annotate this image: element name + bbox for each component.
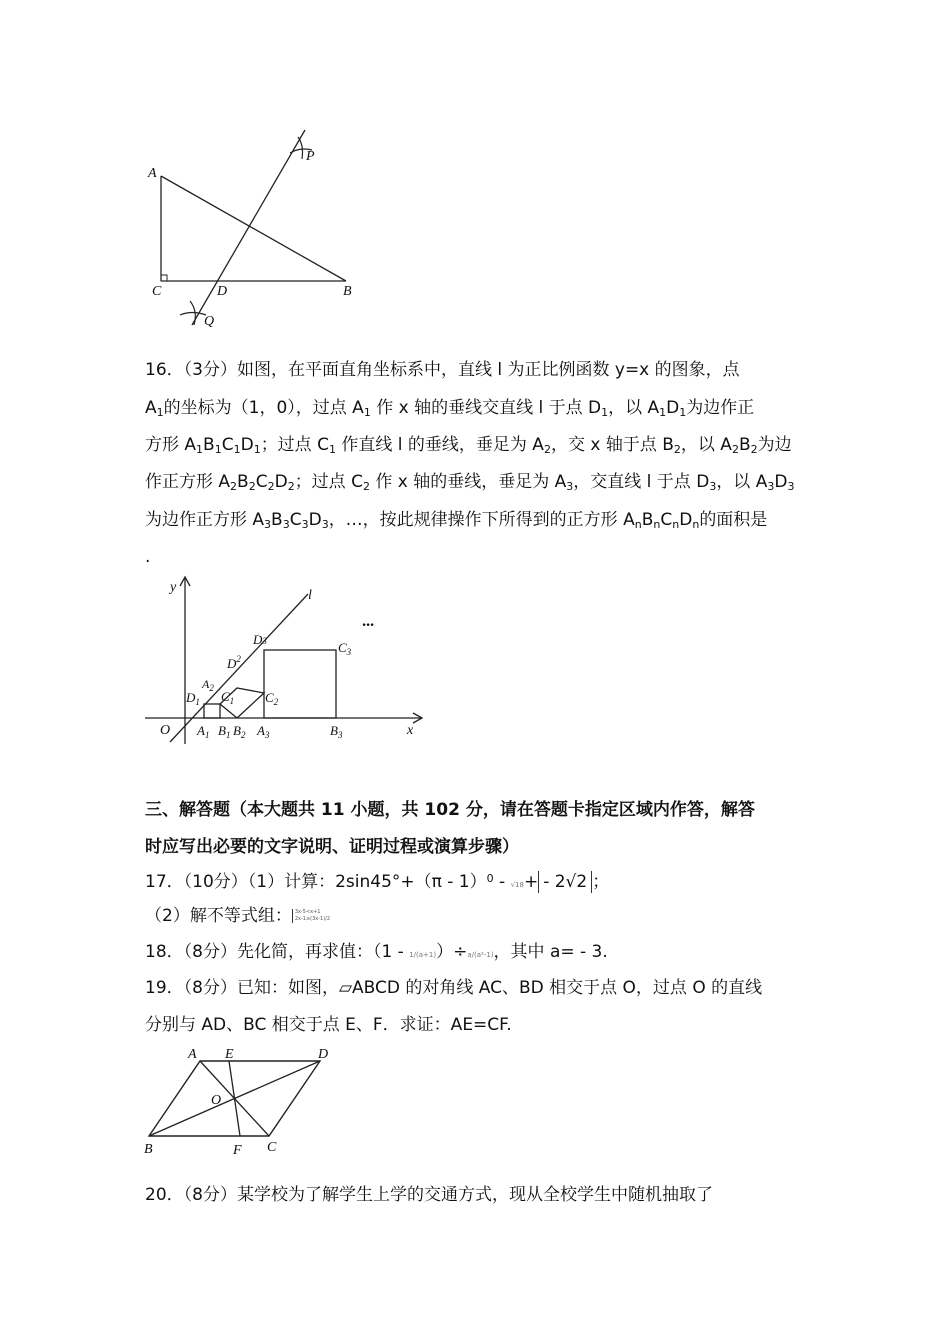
- q17-line-2: （2）解不等式组： 3x-5<x+1 2x-1≥(3x-1)/2: [145, 906, 331, 926]
- q16-line-5: 为边作正方形 $A_3B_3C_3D_3$，…，按此规律操作下所得到的正方形 $A_nB_nC_nD_n$的面积是: [145, 510, 768, 531]
- label-a1: $A_1$: [197, 723, 210, 740]
- q16-line-6: .: [145, 547, 151, 567]
- label-d: D: [318, 1047, 329, 1062]
- label-a: A: [148, 166, 157, 181]
- label-c: C: [267, 1140, 277, 1155]
- inequality-system: 3x-5<x+1 2x-1≥(3x-1)/2: [292, 909, 330, 923]
- label-a3: $A_3$: [257, 723, 270, 740]
- label-b: B: [144, 1142, 153, 1157]
- label-d: D: [217, 284, 228, 299]
- axis-label-y: y: [170, 580, 177, 595]
- origin-label: O: [160, 723, 171, 738]
- q19-line-1: 19．（8分）已知：如图，▱ABCD 的对角线 AC、BD 相交于点 O，过点 O 的直线: [145, 978, 763, 998]
- label-b2: $B_2$: [233, 723, 246, 740]
- label-c2: $C_2$: [265, 690, 279, 707]
- label-b3: $B_3$: [330, 723, 343, 740]
- label-b1: $B_1$: [218, 723, 231, 740]
- label-a2: $A_2$: [202, 677, 214, 693]
- q19-line-2: 分别与 AD、BC 相交于点 E、F．求证：AE=CF.: [145, 1015, 512, 1035]
- figure-triangle-construction: [140, 125, 380, 335]
- q16-line-4: 作正方形 $A_2B_2C_2D_2$；过点 $C_2$ 作 x 轴的垂线，垂足为 $A_3$，交直线 l 于点 $D_3$，以 $A_3D_3$: [145, 472, 795, 493]
- label-b: B: [343, 284, 352, 299]
- label-d3: D3: [253, 632, 267, 647]
- figure-parallelogram: [140, 1044, 340, 1162]
- label-d1: $D_1$: [186, 690, 200, 707]
- line-label-l: l: [308, 588, 312, 603]
- section-3-heading-line-2: 时应写出必要的文字说明、证明过程或演算步骤）: [145, 837, 519, 857]
- q20-line-1: 20．（8分）某学校为了解学生上学的交通方式，现从全校学生中随机抽取了: [145, 1185, 713, 1205]
- section-3-heading-line-1: 三、解答题（本大题共 11 小题，共 102 分，请在答题卡指定区域内作答，解答: [145, 800, 755, 820]
- q16-line-3: 方形 $A_1B_1C_1D_1$；过点 $C_1$ 作直线 l 的垂线，垂足为 $A_2$，交 x 轴于点 $B_2$，以 $A_2B_2$为边: [145, 435, 792, 456]
- label-e: E: [225, 1047, 234, 1062]
- label-q: Q: [204, 314, 215, 329]
- label-c1: $C_1$: [221, 689, 235, 706]
- label-f: F: [233, 1143, 242, 1158]
- label-p: P: [306, 149, 315, 164]
- q16-line-1: 16．（3分）如图，在平面直角坐标系中，直线 l 为正比例函数 y=x 的图象，点: [145, 360, 740, 380]
- axis-label-x: x: [407, 723, 414, 738]
- q17-line-1: 17．（10分）（1）计算：2sin45°+（π - 1）$^0$ - √18+- 2√2 ；: [145, 872, 610, 892]
- label-o: O: [211, 1093, 222, 1108]
- label-d2: $D^2$: [227, 654, 241, 671]
- label-c3: $C_3$: [338, 640, 352, 657]
- q16-line-2: $A_1$的坐标为（1，0），过点 $A_1$ 作 x 轴的垂线交直线 l 于点 $D_1$，以 $A_1D_1$为边作正: [145, 398, 755, 419]
- figure-squares-coordinate: [140, 572, 440, 747]
- label-a: A: [188, 1047, 197, 1062]
- label-c: C: [152, 284, 162, 299]
- q18-line: 18．（8分）先化简，再求值：（1 - 1/(a+1)）÷a/(a²-1)，其中 a= - 3.: [145, 942, 608, 962]
- ellipsis-mark: ···: [362, 617, 374, 634]
